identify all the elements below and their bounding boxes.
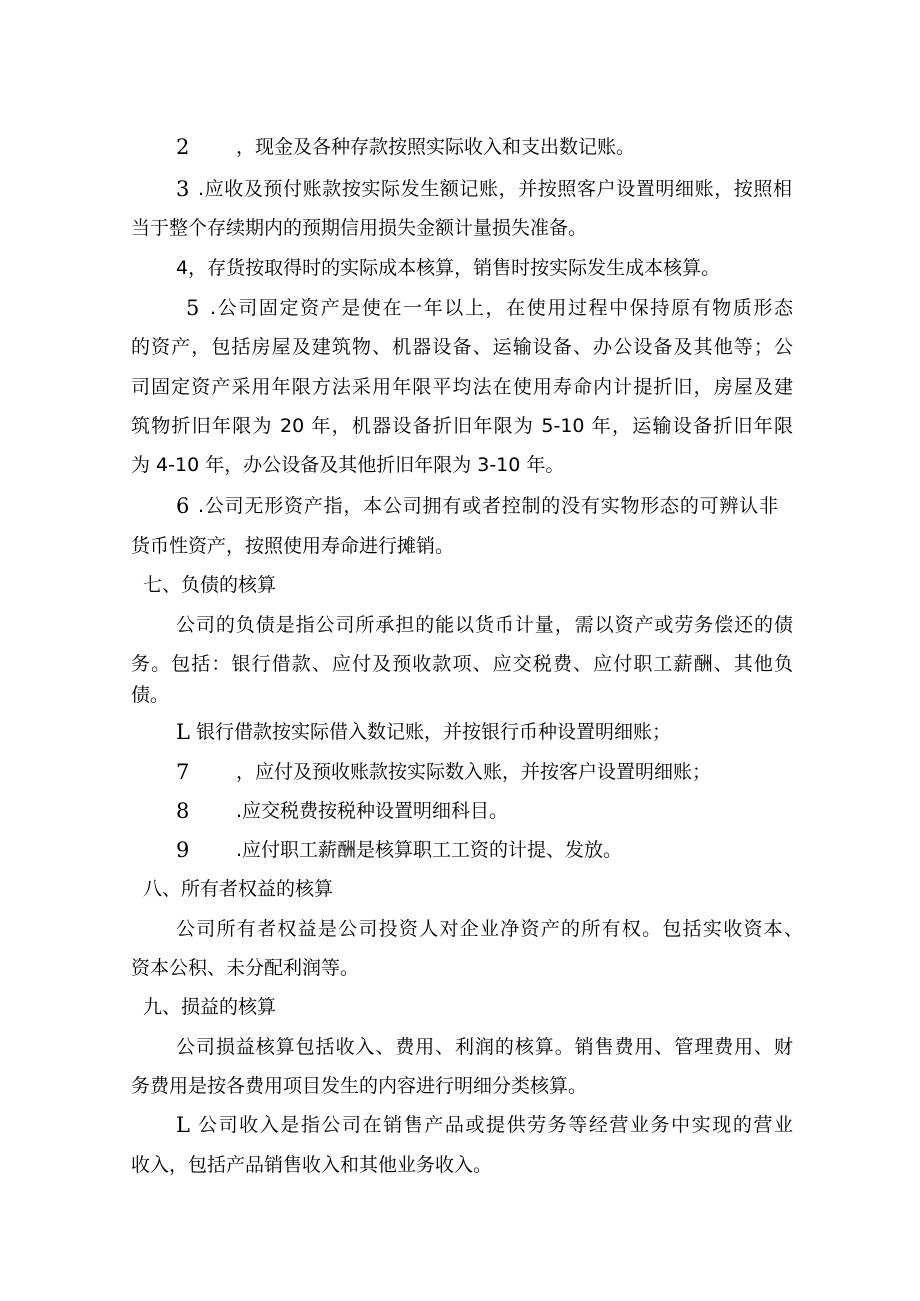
section-heading-text: 七、负债的核算 [143, 574, 277, 596]
list-item-text: 4，存货按取得时的实际成本核算，销售时按实际发生成本核算。 [176, 257, 721, 279]
section-heading-text: 八、所有者权益的核算 [143, 878, 334, 900]
list-item-text: 公司收入是指公司在销售产品或提供劳务等经营业务中实现的营业 [198, 1114, 793, 1136]
paragraph-text: 收入，包括产品销售收入和其他业务收入。 [131, 1154, 493, 1176]
paragraph-text: 司固定资产采用年限方法采用年限平均法在使用寿命内计提折旧，房屋及建 [131, 376, 793, 398]
list-item-text: .公司固定资产是使在一年以上，在使用过程中保持原有物质形态 [210, 297, 793, 319]
list-number: 8 [176, 799, 190, 823]
list-number: 7 [176, 760, 190, 784]
paragraph-text: 债。 [131, 684, 170, 706]
list-item-text: .应交税费按税种设置明细科目。 [236, 800, 509, 822]
paragraph-text: 资本公积、未分配利润等。 [131, 957, 360, 979]
list-number: 3 [176, 177, 190, 201]
list-number: 5 [186, 296, 200, 320]
list-item-text: ，现金及各种存款按照实际收入和支出数记账。 [236, 136, 636, 158]
list-number: 2 [176, 135, 190, 159]
list-number: 9 [176, 838, 190, 862]
list-number: 6 [176, 494, 190, 518]
paragraph-text: 公司的负债是指公司所承担的能以货币计量，需以资产或劳务偿还的债 [176, 614, 793, 636]
paragraph-text: 筑物折旧年限为 20 年，机器设备折旧年限为 5-10 年，运输设备折旧年限 [131, 415, 793, 437]
list-item-text: .应收及预付账款按实际发生额记账，并按照客户设置明细账，按照相 [198, 178, 792, 200]
list-item-text: 银行借款按实际借入数记账，并按银行币种设置明细账； [196, 721, 672, 743]
section-heading-text: 九、损益的核算 [143, 996, 277, 1018]
paragraph-text: 公司损益核算包括收入、费用、利润的核算。销售费用、管理费用、财 [176, 1036, 793, 1058]
paragraph-text: 为 4-10 年，办公设备及其他折旧年限为 3-10 年。 [131, 454, 565, 476]
list-item-text: ，应付及预收账款按实际数入账，并按客户设置明细账； [236, 761, 712, 783]
paragraph-text: 公司所有者权益是公司投资人对企业净资产的所有权。包括实收资本、 [176, 918, 803, 940]
paragraph-text: 务费用是按各费用项目发生的内容进行明细分类核算。 [131, 1075, 588, 1097]
list-item-text: .应付职工薪酬是核算职工工资的计提、发放。 [236, 839, 623, 861]
paragraph-text: 的资产，包括房屋及建筑物、机器设备、运输设备、办公设备及其他等；公 [131, 336, 793, 358]
list-number: L [176, 720, 190, 744]
list-item-text: .公司无形资产指，本公司拥有或者控制的没有实物形态的可辨认非 [198, 495, 778, 517]
paragraph-text: 务。包括：银行借款、应付及预收款项、应交税费、应付职工薪酬、其他负 [131, 653, 793, 675]
paragraph-text: 当于整个存续期内的预期信用损失金额计量损失准备。 [131, 217, 588, 239]
list-number: L [176, 1113, 190, 1137]
paragraph-text: 货币性资产，按照使用寿命进行摊销。 [131, 535, 455, 557]
